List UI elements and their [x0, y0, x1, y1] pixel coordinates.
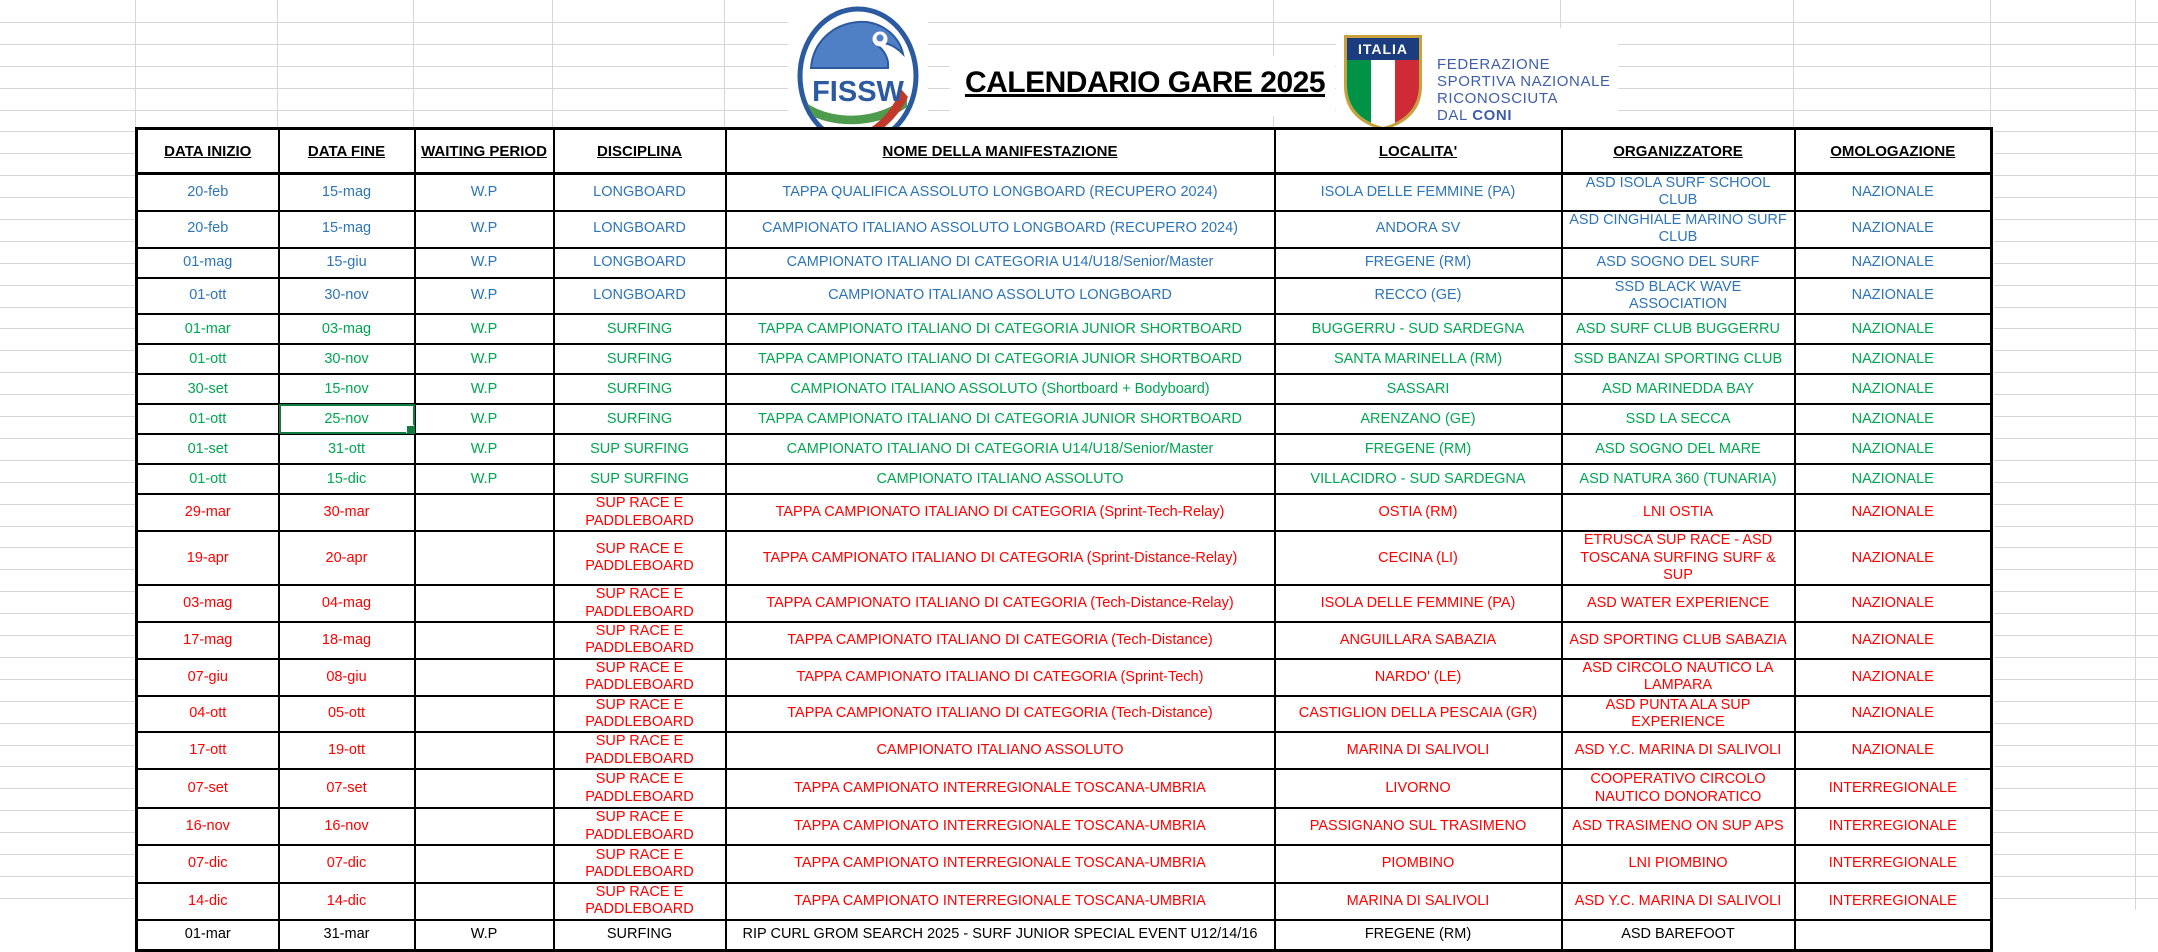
gridline	[1994, 219, 2158, 220]
cell-data-fine[interactable]: 31-mar	[279, 920, 415, 951]
gridline	[1994, 766, 2158, 767]
calendar-table	[135, 127, 1993, 952]
cell-disciplina[interactable]: SUP RACE E PADDLEBOARD	[554, 659, 726, 696]
cell-data-fine[interactable]: 05-ott	[279, 696, 415, 733]
cell-data-inizio[interactable]: 03-mag	[137, 585, 279, 622]
table-row	[137, 248, 1992, 278]
cell-disciplina[interactable]: LONGBOARD	[554, 211, 726, 248]
cell-data-inizio[interactable]: 17-mag	[137, 622, 279, 659]
gridline	[277, 0, 278, 127]
cell-localita[interactable]: NARDO' (LE)	[1275, 659, 1562, 696]
header-row	[137, 129, 1992, 174]
cell-data-inizio[interactable]: 30-set	[137, 374, 279, 404]
gridline	[1994, 131, 2158, 132]
cell-localita[interactable]: VILLACIDRO - SUD SARDEGNA	[1275, 464, 1562, 494]
cell-disciplina[interactable]: SUP RACE E PADDLEBOARD	[554, 808, 726, 845]
cell-omologazione[interactable]: NAZIONALE	[1795, 585, 1992, 622]
table-row	[137, 769, 1992, 808]
cell-organizzatore[interactable]: ASD CINGHIALE MARINO SURF CLUB	[1562, 211, 1795, 248]
cell-disciplina[interactable]: SUP RACE E PADDLEBOARD	[554, 696, 726, 733]
cell-localita[interactable]: FREGENE (RM)	[1275, 920, 1562, 951]
cell-disciplina[interactable]: SUP RACE E PADDLEBOARD	[554, 494, 726, 531]
cell-disciplina[interactable]: SURFING	[554, 374, 726, 404]
gridline	[1994, 328, 2158, 329]
table-row	[137, 404, 1992, 434]
table-row	[137, 434, 1992, 464]
gridline	[0, 263, 135, 264]
cell-waiting-period[interactable]	[415, 494, 554, 531]
gridline	[0, 285, 135, 286]
gridline	[135, 0, 136, 127]
gridline	[1994, 416, 2158, 417]
table-row	[137, 314, 1992, 344]
cell-organizzatore[interactable]: ASD NATURA 360 (TUNARIA)	[1562, 464, 1795, 494]
cell-data-fine[interactable]: 07-dic	[279, 845, 415, 883]
cell-nome[interactable]: TAPPA CAMPIONATO ITALIANO DI CATEGORIA JUNIOR SHORTBOARD	[726, 404, 1275, 434]
cell-data-inizio[interactable]: 01-mar	[137, 314, 279, 344]
table-row	[137, 585, 1992, 622]
cell-organizzatore[interactable]: ASD SOGNO DEL MARE	[1562, 434, 1795, 464]
gridline	[1994, 569, 2158, 570]
cell-localita[interactable]: PIOMBINO	[1275, 845, 1562, 883]
cell-waiting-period[interactable]	[415, 808, 554, 845]
cell-nome[interactable]: TAPPA CAMPIONATO INTERREGIONALE TOSCANA-UMBRIA	[726, 883, 1275, 920]
gridline	[0, 153, 135, 154]
column-header-organizzatore[interactable]: ORGANIZZATORE	[1562, 129, 1795, 174]
cell-nome[interactable]: CAMPIONATO ITALIANO ASSOLUTO LONGBOARD	[726, 278, 1275, 315]
cell-data-fine[interactable]: 15-nov	[279, 374, 415, 404]
gridline	[0, 372, 135, 373]
cell-localita[interactable]: ARENZANO (GE)	[1275, 404, 1562, 434]
cell-localita[interactable]: ANGUILLARA SABAZIA	[1275, 622, 1562, 659]
cell-nome[interactable]: CAMPIONATO ITALIANO DI CATEGORIA U14/U18/Senior/Master	[726, 434, 1275, 464]
gridline	[0, 482, 135, 483]
cell-localita[interactable]: MARINA DI SALIVOLI	[1275, 732, 1562, 769]
gridline	[0, 788, 135, 789]
gridline	[1994, 372, 2158, 373]
cell-waiting-period[interactable]	[415, 659, 554, 696]
cell-waiting-period[interactable]	[415, 845, 554, 883]
cell-disciplina[interactable]: SUP RACE E PADDLEBOARD	[554, 531, 726, 585]
cell-data-inizio[interactable]: 19-apr	[137, 531, 279, 585]
wave-curl-center	[877, 35, 884, 42]
cell-omologazione[interactable]: NAZIONALE	[1795, 404, 1992, 434]
gridline	[0, 219, 135, 220]
gridline	[1994, 635, 2158, 636]
table-row	[137, 920, 1992, 951]
column-header-disciplina[interactable]: DISCIPLINA	[554, 129, 726, 174]
gridline	[1994, 175, 2158, 176]
gridline	[0, 745, 135, 746]
cell-data-inizio[interactable]: 17-ott	[137, 732, 279, 769]
cell-disciplina[interactable]: SURFING	[554, 920, 726, 951]
cell-omologazione[interactable]: NAZIONALE	[1795, 211, 1992, 248]
cell-data-fine[interactable]: 16-nov	[279, 808, 415, 845]
cell-organizzatore[interactable]: SSD LA SECCA	[1562, 404, 1795, 434]
cell-localita[interactable]: MARINA DI SALIVOLI	[1275, 883, 1562, 920]
cell-waiting-period[interactable]	[415, 769, 554, 808]
gridline	[0, 547, 135, 548]
gridline	[0, 241, 135, 242]
cell-data-fine[interactable]: 15-dic	[279, 464, 415, 494]
cell-data-inizio[interactable]: 14-dic	[137, 883, 279, 920]
cell-organizzatore[interactable]: ASD CIRCOLO NAUTICO LA LAMPARA	[1562, 659, 1795, 696]
gridline	[1994, 547, 2158, 548]
gridline	[1994, 745, 2158, 746]
gridline	[1990, 0, 1991, 127]
cell-waiting-period[interactable]	[415, 732, 554, 769]
fissw-wordmark: FISSW	[812, 76, 904, 108]
column-header-data_inizio[interactable]: DATA INIZIO	[137, 129, 279, 174]
gridline	[0, 504, 135, 505]
gridline	[1994, 723, 2158, 724]
gridline	[0, 635, 135, 636]
cell-localita[interactable]: ISOLA DELLE FEMMINE (PA)	[1275, 585, 1562, 622]
cell-omologazione[interactable]: NAZIONALE	[1795, 494, 1992, 531]
cell-data-inizio[interactable]: 01-mag	[137, 248, 279, 278]
cell-organizzatore[interactable]: SSD BLACK WAVE ASSOCIATION	[1562, 278, 1795, 315]
cell-disciplina[interactable]: SUP RACE E PADDLEBOARD	[554, 732, 726, 769]
cell-nome[interactable]: TAPPA CAMPIONATO ITALIANO DI CATEGORIA (Tech-Distance)	[726, 696, 1275, 733]
cell-omologazione[interactable]: NAZIONALE	[1795, 732, 1992, 769]
cell-data-fine[interactable]: 08-giu	[279, 659, 415, 696]
gridline	[0, 613, 135, 614]
gridline	[0, 416, 135, 417]
cell-data-inizio[interactable]: 20-feb	[137, 174, 279, 211]
cell-disciplina[interactable]: SUP RACE E PADDLEBOARD	[554, 622, 726, 659]
cell-omologazione[interactable]: NAZIONALE	[1795, 344, 1992, 374]
table-row	[137, 374, 1992, 404]
cell-omologazione[interactable]	[1795, 920, 1992, 951]
cell-localita[interactable]: ANDORA SV	[1275, 211, 1562, 248]
cell-disciplina[interactable]: SURFING	[554, 344, 726, 374]
gridline	[0, 22, 2158, 23]
table-row	[137, 732, 1992, 769]
gridline	[0, 44, 2158, 45]
gridline	[1994, 591, 2158, 592]
cell-data-inizio[interactable]: 20-feb	[137, 211, 279, 248]
federation-text	[1437, 56, 1611, 124]
cell-waiting-period[interactable]	[415, 883, 554, 920]
cell-omologazione[interactable]: NAZIONALE	[1795, 659, 1992, 696]
cell-localita[interactable]: FREGENE (RM)	[1275, 434, 1562, 464]
cell-organizzatore[interactable]: ASD SPORTING CLUB SABAZIA	[1562, 622, 1795, 659]
gridline	[1994, 679, 2158, 680]
cell-data-inizio[interactable]: 07-dic	[137, 845, 279, 883]
cell-nome[interactable]: TAPPA CAMPIONATO ITALIANO DI CATEGORIA JUNIOR SHORTBOARD	[726, 344, 1275, 374]
cell-waiting-period[interactable]: W.P	[415, 464, 554, 494]
federation-line-4: DAL CONI	[1437, 107, 1513, 124]
cell-waiting-period[interactable]: W.P	[415, 920, 554, 951]
cell-localita[interactable]: SANTA MARINELLA (RM)	[1275, 344, 1562, 374]
cell-waiting-period[interactable]: W.P	[415, 174, 554, 211]
cell-nome[interactable]: CAMPIONATO ITALIANO ASSOLUTO (Shortboard + Bodyboard)	[726, 374, 1275, 404]
cell-omologazione[interactable]: NAZIONALE	[1795, 174, 1992, 211]
cell-disciplina[interactable]: SUP RACE E PADDLEBOARD	[554, 845, 726, 883]
column-header-omologazione[interactable]: OMOLOGAZIONE	[1795, 129, 1992, 174]
cell-disciplina[interactable]: LONGBOARD	[554, 174, 726, 211]
selected-cell[interactable]: 25-nov	[279, 404, 415, 434]
cell-organizzatore[interactable]: ASD TRASIMENO ON SUP APS	[1562, 808, 1795, 845]
cell-omologazione[interactable]: NAZIONALE	[1795, 464, 1992, 494]
cell-nome[interactable]: TAPPA CAMPIONATO INTERREGIONALE TOSCANA-UMBRIA	[726, 769, 1275, 808]
cell-waiting-period[interactable]	[415, 531, 554, 585]
cell-omologazione[interactable]: NAZIONALE	[1795, 248, 1992, 278]
gridline	[0, 197, 135, 198]
cell-localita[interactable]: CASTIGLION DELLA PESCAIA (GR)	[1275, 696, 1562, 733]
cell-waiting-period[interactable]	[415, 622, 554, 659]
cell-waiting-period[interactable]: W.P	[415, 404, 554, 434]
cell-organizzatore[interactable]: ASD PUNTA ALA SUP EXPERIENCE	[1562, 696, 1795, 733]
cell-data-inizio[interactable]: 01-ott	[137, 464, 279, 494]
italia-shield-logo	[1341, 32, 1425, 137]
cell-omologazione[interactable]: NAZIONALE	[1795, 622, 1992, 659]
cell-data-fine[interactable]: 20-apr	[279, 531, 415, 585]
table-row	[137, 808, 1992, 845]
gridline	[1994, 504, 2158, 505]
gridline	[0, 394, 135, 395]
gridline	[1994, 197, 2158, 198]
cell-disciplina[interactable]: SUP SURFING	[554, 464, 726, 494]
cell-data-inizio[interactable]: 01-ott	[137, 278, 279, 315]
cell-nome[interactable]: TAPPA CAMPIONATO INTERREGIONALE TOSCANA-UMBRIA	[726, 845, 1275, 883]
cell-disciplina[interactable]: SUP SURFING	[554, 434, 726, 464]
gridline	[1793, 0, 1794, 127]
cell-data-inizio[interactable]: 01-ott	[137, 404, 279, 434]
column-header-data_fine[interactable]: DATA FINE	[279, 129, 415, 174]
cell-data-fine[interactable]: 19-ott	[279, 732, 415, 769]
gridline	[1994, 285, 2158, 286]
gridline	[1994, 153, 2158, 154]
cell-waiting-period[interactable]: W.P	[415, 248, 554, 278]
cell-omologazione[interactable]: NAZIONALE	[1795, 531, 1992, 585]
table-row	[137, 211, 1992, 248]
cell-data-fine[interactable]: 14-dic	[279, 883, 415, 920]
gridline	[552, 0, 553, 127]
column-header-localita[interactable]: LOCALITA'	[1275, 129, 1562, 174]
cell-nome[interactable]: CAMPIONATO ITALIANO ASSOLUTO	[726, 464, 1275, 494]
cell-omologazione[interactable]: INTERREGIONALE	[1795, 845, 1992, 883]
cell-disciplina[interactable]: SUP RACE E PADDLEBOARD	[554, 883, 726, 920]
cell-omologazione[interactable]: INTERREGIONALE	[1795, 883, 1992, 920]
cell-nome[interactable]: TAPPA CAMPIONATO ITALIANO DI CATEGORIA (Tech-Distance-Relay)	[726, 585, 1275, 622]
gridline	[0, 723, 135, 724]
table-row	[137, 659, 1992, 696]
cell-nome[interactable]: CAMPIONATO ITALIANO ASSOLUTO LONGBOARD (RECUPERO 2024)	[726, 211, 1275, 248]
cell-waiting-period[interactable]: W.P	[415, 344, 554, 374]
cell-organizzatore[interactable]: ASD Y.C. MARINA DI SALIVOLI	[1562, 883, 1795, 920]
gridline	[0, 766, 135, 767]
table-row	[137, 464, 1992, 494]
cell-organizzatore[interactable]: COOPERATIVO CIRCOLO NAUTICO DONORATICO	[1562, 769, 1795, 808]
gridline	[0, 526, 135, 527]
federation-line-3: RICONOSCIUTA	[1437, 90, 1559, 107]
cell-data-inizio[interactable]: 29-mar	[137, 494, 279, 531]
cell-nome[interactable]: TAPPA CAMPIONATO ITALIANO DI CATEGORIA (Sprint-Tech-Relay)	[726, 494, 1275, 531]
gridline	[1994, 307, 2158, 308]
cell-organizzatore[interactable]: ETRUSCA SUP RACE - ASD TOSCANA SURFING SURF & SUP	[1562, 531, 1795, 585]
cell-localita[interactable]: CECINA (LI)	[1275, 531, 1562, 585]
cell-omologazione[interactable]: NAZIONALE	[1795, 374, 1992, 404]
cell-data-inizio[interactable]: 04-ott	[137, 696, 279, 733]
cell-disciplina[interactable]: SURFING	[554, 404, 726, 434]
cell-omologazione[interactable]: INTERREGIONALE	[1795, 769, 1992, 808]
cell-disciplina[interactable]: SURFING	[554, 314, 726, 344]
cell-localita[interactable]: OSTIA (RM)	[1275, 494, 1562, 531]
table-row	[137, 278, 1992, 315]
cell-disciplina[interactable]: SUP RACE E PADDLEBOARD	[554, 769, 726, 808]
cell-organizzatore[interactable]: ASD SOGNO DEL SURF	[1562, 248, 1795, 278]
cell-omologazione[interactable]: INTERREGIONALE	[1795, 808, 1992, 845]
gridline	[1994, 482, 2158, 483]
cell-nome[interactable]: RIP CURL GROM SEARCH 2025 - SURF JUNIOR SPECIAL EVENT U12/14/16	[726, 920, 1275, 951]
cell-organizzatore[interactable]: ASD Y.C. MARINA DI SALIVOLI	[1562, 732, 1795, 769]
cell-data-inizio[interactable]: 01-set	[137, 434, 279, 464]
gridline	[0, 810, 135, 811]
gridline	[0, 460, 135, 461]
gridline	[0, 175, 135, 176]
cell-localita[interactable]: RECCO (GE)	[1275, 278, 1562, 315]
cell-data-fine[interactable]: 04-mag	[279, 585, 415, 622]
gridline	[1994, 613, 2158, 614]
coni-wordmark: CONI	[1472, 107, 1513, 124]
cell-data-fine[interactable]: 15-mag	[279, 174, 415, 211]
gridline	[1994, 810, 2158, 811]
cell-waiting-period[interactable]: W.P	[415, 278, 554, 315]
cell-nome[interactable]: TAPPA CAMPIONATO INTERREGIONALE TOSCANA-UMBRIA	[726, 808, 1275, 845]
cell-omologazione[interactable]: NAZIONALE	[1795, 278, 1992, 315]
cell-waiting-period[interactable]	[415, 696, 554, 733]
cell-data-fine[interactable]: 30-nov	[279, 278, 415, 315]
cell-waiting-period[interactable]	[415, 585, 554, 622]
gridline	[1994, 263, 2158, 264]
gridline	[0, 328, 135, 329]
gridline	[0, 657, 135, 658]
cell-data-fine[interactable]: 07-set	[279, 769, 415, 808]
italia-wordmark: ITALIA	[1357, 41, 1409, 57]
cell-disciplina[interactable]: LONGBOARD	[554, 278, 726, 315]
cell-data-fine[interactable]: 15-giu	[279, 248, 415, 278]
cell-nome[interactable]: CAMPIONATO ITALIANO DI CATEGORIA U14/U18/Senior/Master	[726, 248, 1275, 278]
cell-organizzatore[interactable]: ASD ISOLA SURF SCHOOL CLUB	[1562, 174, 1795, 211]
cell-organizzatore[interactable]: ASD MARINEDDA BAY	[1562, 374, 1795, 404]
cell-localita[interactable]: ISOLA DELLE FEMMINE (PA)	[1275, 174, 1562, 211]
cell-nome[interactable]: TAPPA CAMPIONATO ITALIANO DI CATEGORIA JUNIOR SHORTBOARD	[726, 314, 1275, 344]
gridline	[0, 438, 135, 439]
cell-nome[interactable]: TAPPA QUALIFICA ASSOLUTO LONGBOARD (RECUPERO 2024)	[726, 174, 1275, 211]
column-header-nome[interactable]: NOME DELLA MANIFESTAZIONE	[726, 129, 1275, 174]
cell-data-inizio[interactable]: 07-set	[137, 769, 279, 808]
cell-disciplina[interactable]: LONGBOARD	[554, 248, 726, 278]
federation-line-2: SPORTIVA NAZIONALE	[1437, 73, 1611, 90]
table-row	[137, 883, 1992, 920]
cell-waiting-period[interactable]: W.P	[415, 374, 554, 404]
table-row	[137, 494, 1992, 531]
gridline	[413, 0, 414, 127]
cell-data-fine[interactable]: 30-nov	[279, 344, 415, 374]
cell-organizzatore[interactable]: LNI OSTIA	[1562, 494, 1795, 531]
table-row	[137, 845, 1992, 883]
cell-localita[interactable]: PASSIGNANO SUL TRASIMENO	[1275, 808, 1562, 845]
cell-organizzatore[interactable]: LNI PIOMBINO	[1562, 845, 1795, 883]
gridline	[0, 569, 135, 570]
cell-data-fine[interactable]: 15-mag	[279, 211, 415, 248]
gridline	[1994, 438, 2158, 439]
cell-omologazione[interactable]: NAZIONALE	[1795, 314, 1992, 344]
cell-nome[interactable]: TAPPA CAMPIONATO ITALIANO DI CATEGORIA (Tech-Distance)	[726, 622, 1275, 659]
cell-data-fine[interactable]: 31-ott	[279, 434, 415, 464]
federation-line-1: FEDERAZIONE	[1437, 56, 1551, 73]
gridline	[1994, 460, 2158, 461]
cell-localita[interactable]: BUGGERRU - SUD SARDEGNA	[1275, 314, 1562, 344]
cell-nome[interactable]: TAPPA CAMPIONATO ITALIANO DI CATEGORIA (Sprint-Distance-Relay)	[726, 531, 1275, 585]
cell-data-inizio[interactable]: 01-ott	[137, 344, 279, 374]
page-title: CALENDARIO GARE 2025	[964, 66, 1326, 99]
gridline	[1994, 394, 2158, 395]
cell-organizzatore[interactable]: ASD BAREFOOT	[1562, 920, 1795, 951]
cell-localita[interactable]: SASSARI	[1275, 374, 1562, 404]
cell-data-fine[interactable]: 03-mag	[279, 314, 415, 344]
cell-waiting-period[interactable]: W.P	[415, 211, 554, 248]
cell-waiting-period[interactable]: W.P	[415, 314, 554, 344]
cell-organizzatore[interactable]: ASD SURF CLUB BUGGERRU	[1562, 314, 1795, 344]
cell-organizzatore[interactable]: ASD WATER EXPERIENCE	[1562, 585, 1795, 622]
table-row	[137, 531, 1992, 585]
gridline	[1994, 657, 2158, 658]
cell-localita[interactable]: FREGENE (RM)	[1275, 248, 1562, 278]
table-row	[137, 174, 1992, 211]
cell-data-fine[interactable]: 18-mag	[279, 622, 415, 659]
gridline	[724, 0, 725, 127]
column-header-waiting_period[interactable]: WAITING PERIOD	[415, 129, 554, 174]
cell-data-inizio[interactable]: 16-nov	[137, 808, 279, 845]
gridline	[0, 131, 135, 132]
table-row	[137, 622, 1992, 659]
cell-data-inizio[interactable]: 07-giu	[137, 659, 279, 696]
cell-data-inizio[interactable]: 01-mar	[137, 920, 279, 951]
cell-disciplina[interactable]: SUP RACE E PADDLEBOARD	[554, 585, 726, 622]
cell-nome[interactable]: CAMPIONATO ITALIANO ASSOLUTO	[726, 732, 1275, 769]
gridline	[0, 591, 135, 592]
cell-omologazione[interactable]: NAZIONALE	[1795, 696, 1992, 733]
gridline	[2135, 0, 2136, 910]
gridline	[1994, 788, 2158, 789]
table-row	[137, 696, 1992, 733]
cell-localita[interactable]: LIVORNO	[1275, 769, 1562, 808]
cell-organizzatore[interactable]: SSD BANZAI SPORTING CLUB	[1562, 344, 1795, 374]
gridline	[0, 679, 135, 680]
gridline	[0, 307, 135, 308]
gridline	[1994, 526, 2158, 527]
cell-data-fine[interactable]: 30-mar	[279, 494, 415, 531]
gridline	[1994, 701, 2158, 702]
gridline	[0, 350, 135, 351]
cell-omologazione[interactable]: NAZIONALE	[1795, 434, 1992, 464]
table-row	[137, 344, 1992, 374]
cell-waiting-period[interactable]: W.P	[415, 434, 554, 464]
cell-nome[interactable]: TAPPA CAMPIONATO ITALIANO DI CATEGORIA (Sprint-Tech)	[726, 659, 1275, 696]
gridline	[0, 701, 135, 702]
gridline	[1994, 350, 2158, 351]
gridline	[1994, 241, 2158, 242]
